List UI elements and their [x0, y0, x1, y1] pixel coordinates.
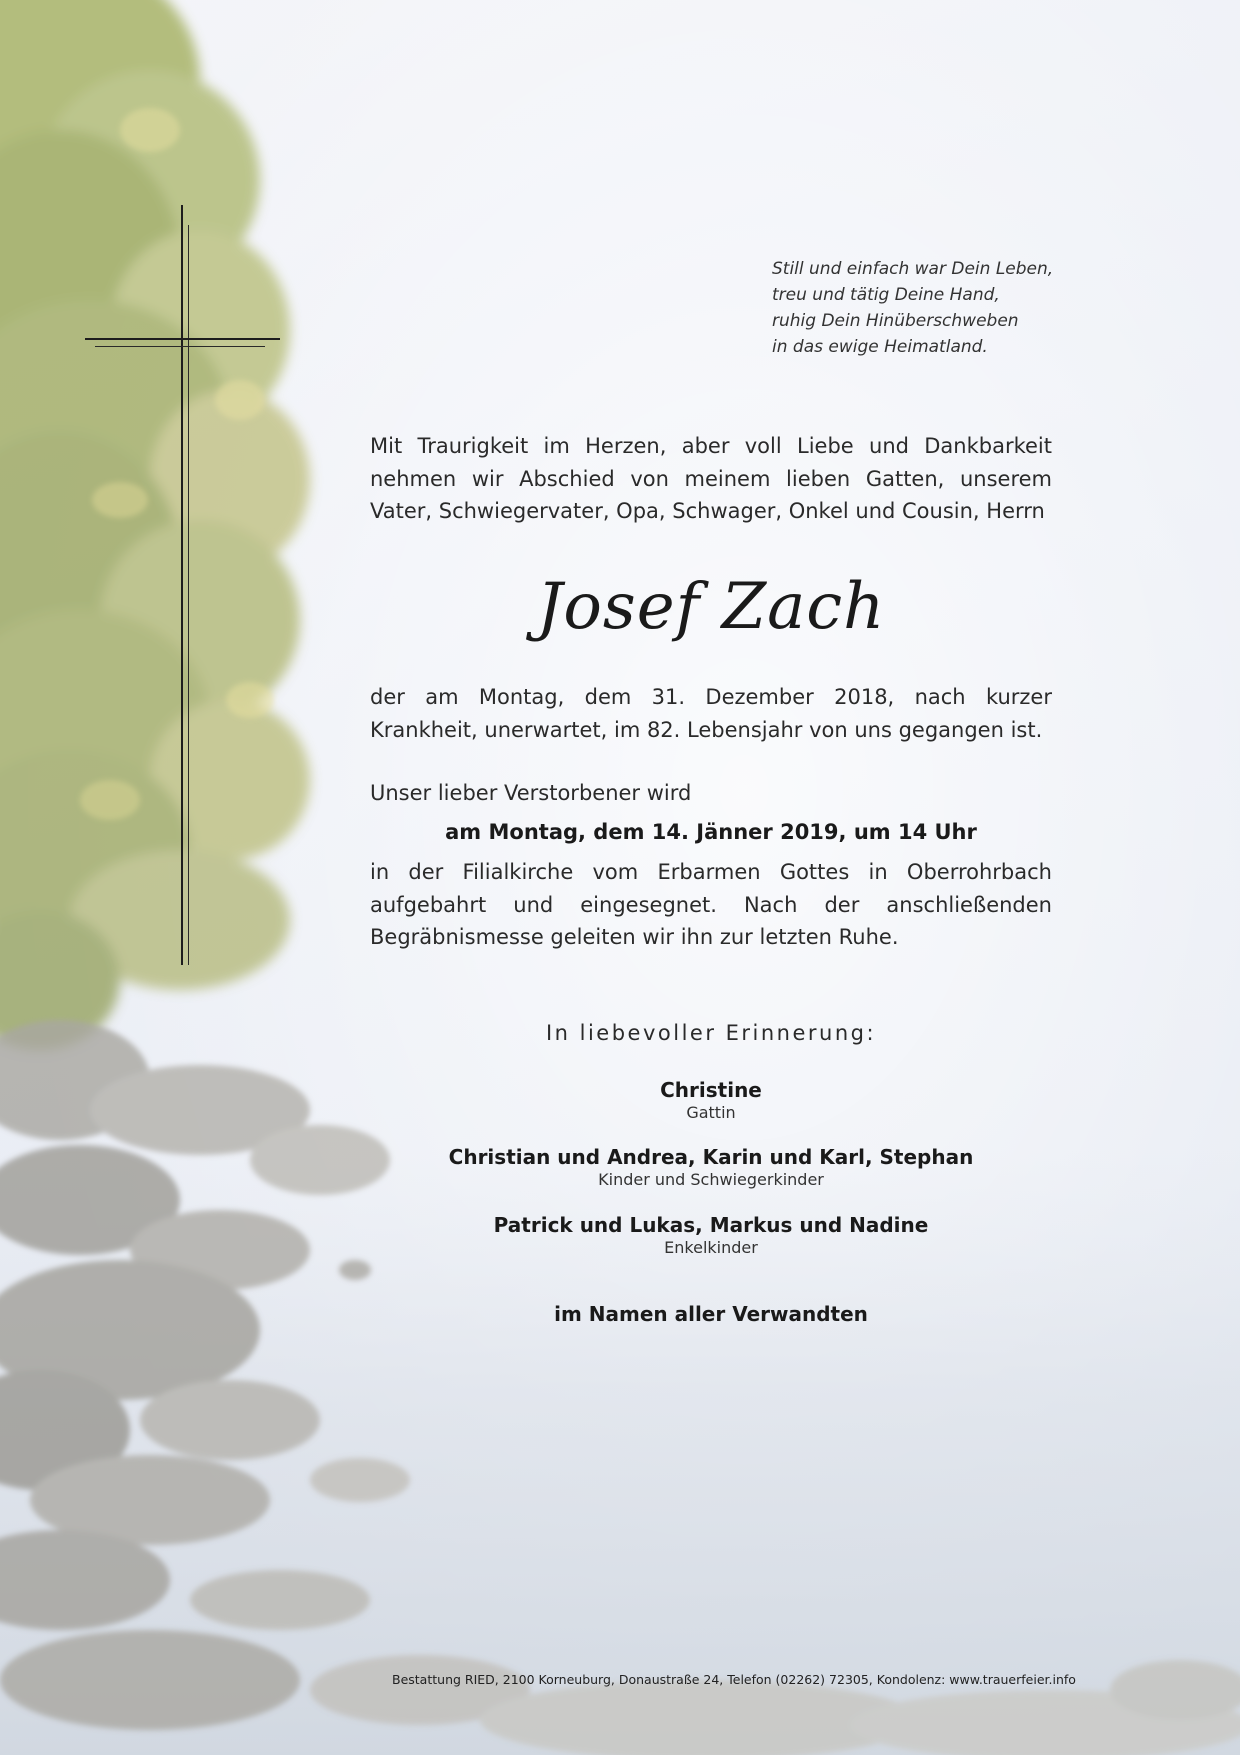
cross-vertical-bar — [181, 205, 183, 965]
mourner-group — [370, 1077, 1052, 1123]
funeral-lead: Unser lieber Verstorbener wird — [370, 781, 692, 805]
death-notice: der am Montag, dem 31. Dezember 2018, nach kurzer Krankheit, unerwartet, im 82. Lebensjahr von uns gegangen ist. — [370, 685, 1052, 742]
mourner-relation: Gattin — [686, 1103, 736, 1122]
memory-heading: In liebevoller Erinnerung: — [545, 1021, 877, 1045]
quote-line: in das ewige Heimatland. — [772, 337, 988, 357]
closing-line: im Namen aller Verwandten — [554, 1302, 868, 1326]
cross-horizontal-bar — [85, 338, 280, 340]
funeral-date: am Montag, dem 14. Jänner 2019, um 14 Uhr — [445, 820, 977, 844]
quote-line: Still und einfach war Dein Leben, — [772, 259, 1054, 279]
quote-line: treu und tätig Deine Hand, — [772, 285, 1000, 305]
cross-vertical-bar-thin — [188, 225, 189, 965]
mourner-group — [370, 1212, 1052, 1258]
intro-paragraph: Mit Traurigkeit im Herzen, aber voll Liebe und Dankbarkeit nehmen wir Abschied von meinem lieben Gatten, unserem Vater, Schwiegervater, Opa, Schwager, Onkel und Cousin, Herrn — [370, 434, 1052, 523]
mourner-names: Patrick und Lukas, Markus und Nadine — [493, 1213, 929, 1237]
mourner-relation: Enkelkinder — [664, 1238, 758, 1257]
deceased-name: Josef Zach — [536, 570, 886, 644]
memorial-quote — [772, 256, 1102, 360]
mourner-relation: Kinder und Schwiegerkinder — [598, 1170, 824, 1189]
mourner-names: Christian und Andrea, Karin und Karl, Stephan — [448, 1145, 974, 1169]
cross-horizontal-bar-thin — [95, 346, 265, 347]
funeral-home-footer: Bestattung RIED, 2100 Korneuburg, Donaustraße 24, Telefon (02262) 72305, Kondolenz: www.trauerfeier.info — [392, 1672, 1076, 1687]
funeral-details: in der Filialkirche vom Erbarmen Gottes in Oberrohrbach aufgebahrt und eingesegnet. Nach der anschließenden Begräbnismesse geleiten wir ihn zur letzten Ruhe. — [370, 860, 1052, 949]
quote-line: ruhig Dein Hinüberschweben — [772, 311, 1019, 331]
mourner-names: Christine — [660, 1078, 762, 1102]
mourner-group — [370, 1144, 1052, 1190]
